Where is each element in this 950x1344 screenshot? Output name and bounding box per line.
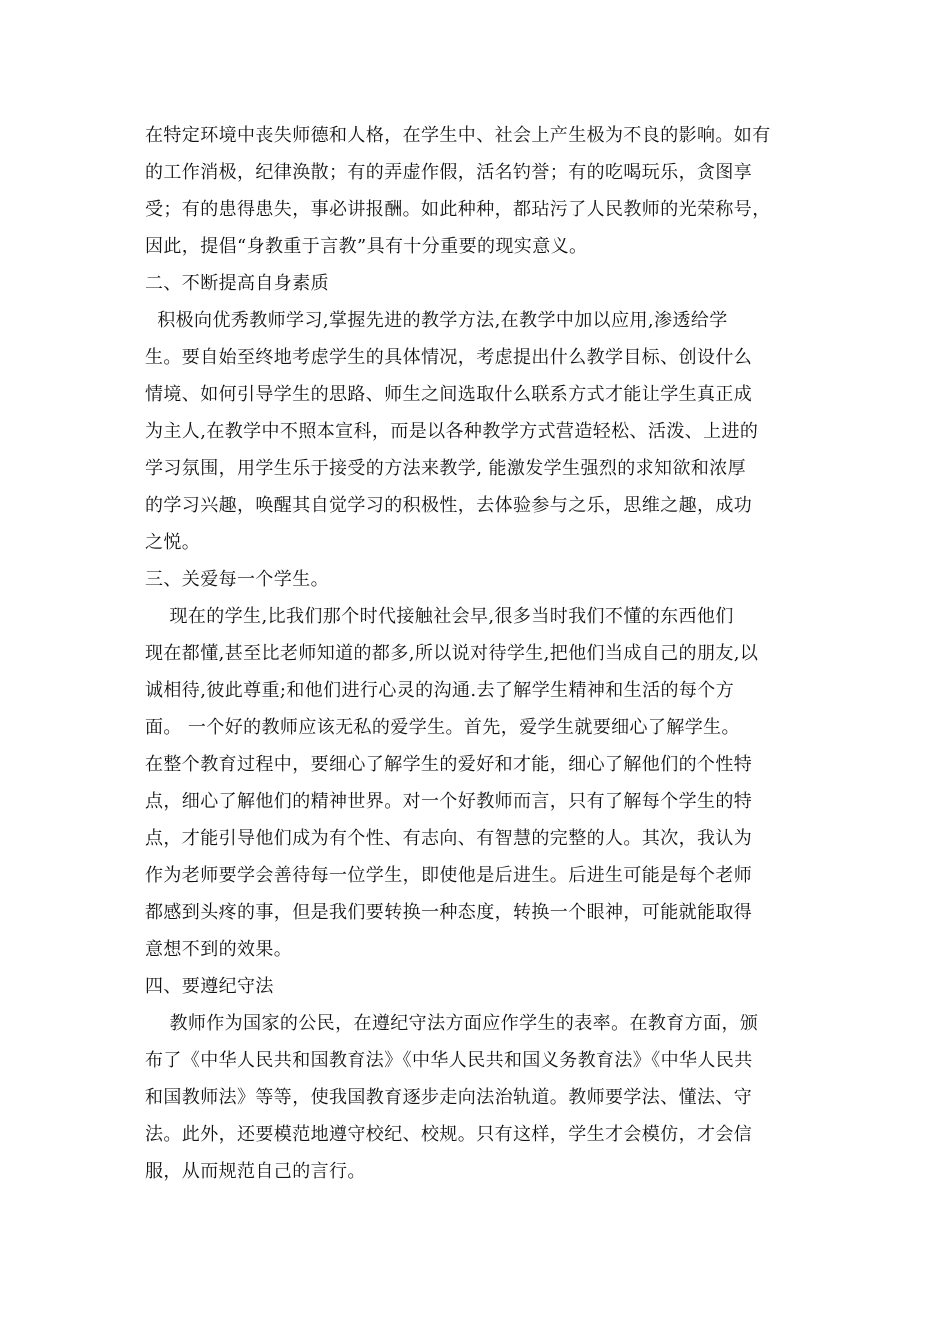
section-heading: 四、要遵纪守法 <box>145 976 274 997</box>
text-line: 的工作消极，纪律涣散；有的弄虚作假，活名钓誉；有的吃喝玩乐，贪图享 <box>145 162 753 183</box>
text-line: 诚相待,彼此尊重;和他们进行心灵的沟通.去了解学生精神和生活的每个方 <box>145 680 735 701</box>
text-line: 为主人,在教学中不照本宣科，而是以各种教学方式营造轻松、活泼、上进的 <box>145 421 759 442</box>
text-line: 服，从而规范自己的言行。 <box>145 1161 366 1182</box>
text-line: 点，才能引导他们成为有个性、有志向、有智慧的完整的人。其次，我认为 <box>145 828 753 849</box>
text-line: 受；有的患得患失，事必讲报酬。如此种种，都玷污了人民教师的光荣称号， <box>145 199 771 220</box>
text-line: 布了《中华人民共和国教育法》《中华人民共和国义务教育法》《中华人民共 <box>145 1050 753 1071</box>
text-line: 意想不到的效果。 <box>145 939 293 960</box>
text-line: 教师作为国家的公民，在遵纪守法方面应作学生的表率。在教育方面，颁 <box>145 1013 759 1034</box>
text-line: 法。此外，还要模范地遵守校纪、校规。只有这样，学生才会模仿，才会信 <box>145 1124 753 1145</box>
section-heading: 三、关爱每一个学生。 <box>145 569 329 590</box>
section-heading: 二、不断提高自身素质 <box>145 273 329 294</box>
text-line: 点，细心了解他们的精神世界。对一个好教师而言，只有了解每个学生的特 <box>145 791 753 812</box>
text-line: 面。 一个好的教师应该无私的爱学生。首先，爱学生就要细心了解学生。 <box>145 717 740 738</box>
text-line: 学习氛围，用学生乐于接受的方法来教学, 能激发学生强烈的求知欲和浓厚 <box>145 458 747 479</box>
text-line: 作为老师要学会善待每一位学生，即使他是后进生。后进生可能是每个老师 <box>145 865 753 886</box>
text-line: 因此，提倡“身教重于言教”具有十分重要的现实意义。 <box>145 236 588 257</box>
text-line: 和国教师法》等等，使我国教育逐步走向法治轨道。教师要学法、懂法、守 <box>145 1087 753 1108</box>
text-line: 积极向优秀教师学习,掌握先进的教学方法,在教学中加以应用,渗透给学 <box>145 310 728 331</box>
text-line: 的学习兴趣，唤醒其自觉学习的积极性，去体验参与之乐，思维之趣，成功 <box>145 495 753 516</box>
text-line: 之悦。 <box>145 532 201 553</box>
text-line: 现在都懂,甚至比老师知道的都多,所以说对待学生,把他们当成自己的朋友,以 <box>145 643 759 664</box>
text-line: 在特定环境中丧失师德和人格，在学生中、社会上产生极为不良的影响。如有 <box>145 125 771 146</box>
text-line: 现在的学生,比我们那个时代接触社会早,很多当时我们不懂的东西他们 <box>145 606 734 627</box>
text-line: 都感到头疼的事，但是我们要转换一种态度，转换一个眼神，可能就能取得 <box>145 902 753 923</box>
text-line: 在整个教育过程中，要细心了解学生的爱好和才能，细心了解他们的个性特 <box>145 754 753 775</box>
text-line: 情境、如何引导学生的思路、师生之间选取什么联系方式才能让学生真正成 <box>145 384 753 405</box>
text-line: 生。要自始至终地考虑学生的具体情况，考虑提出什么教学目标、创设什么 <box>145 347 753 368</box>
